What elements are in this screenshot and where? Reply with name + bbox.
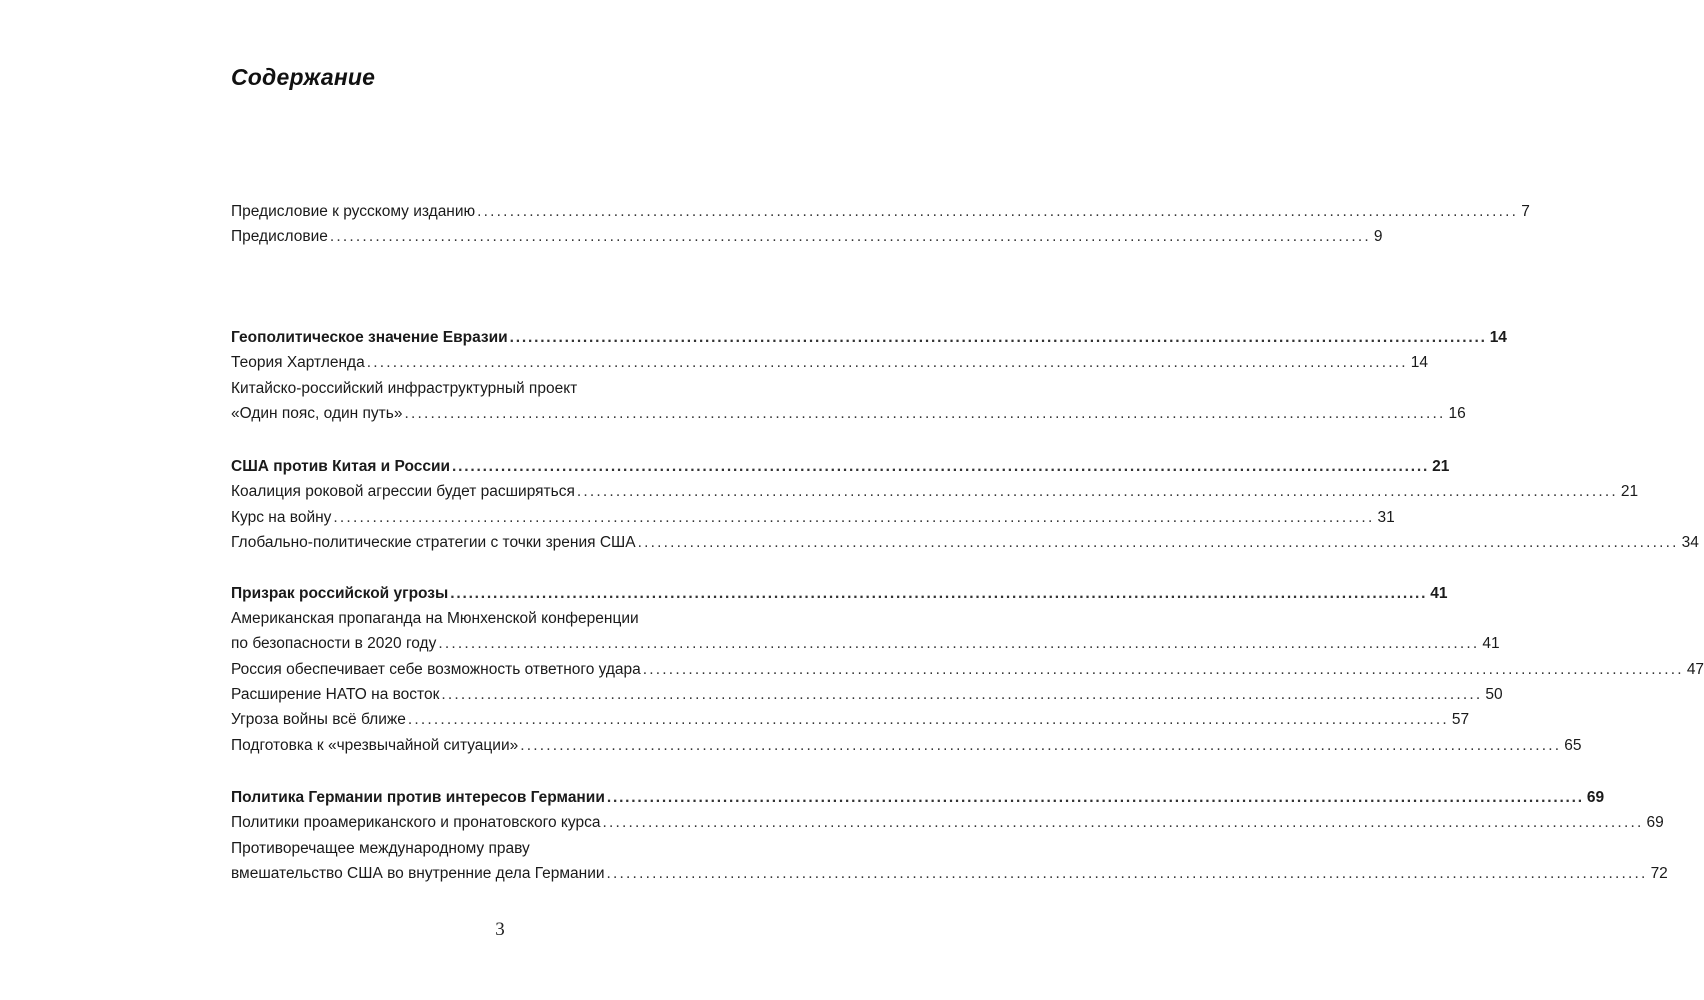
dot-leader: ................................................................................................................................................................	[637, 534, 1679, 551]
toc-entry-title: Подготовка к «чрезвычайной ситуации»	[231, 737, 519, 754]
toc-entry-page: 57	[1451, 711, 1470, 728]
toc-entry	[231, 200, 1530, 224]
toc-chapter-page: 21	[1432, 458, 1450, 475]
toc-entry-page: 65	[1564, 737, 1582, 754]
dot-leader: ................................................................................................................................................................	[602, 814, 1644, 831]
dot-leader: ................................................................................................................................................................	[642, 661, 1684, 678]
dot-leader: ................................................................................................................................................................	[329, 228, 1371, 245]
toc-entry-title: Глобально-политические стратегии с точки зрения США	[231, 534, 636, 551]
dot-leader: ................................................................................................................................................................	[438, 635, 1480, 652]
toc-entry-line	[231, 837, 757, 861]
toc-chapter	[231, 786, 1605, 810]
toc-entry-title: Коалиция роковой агрессии будет расширяться	[231, 483, 575, 500]
toc-entry-page: 41	[1482, 635, 1500, 652]
dot-leader: ................................................................................................................................................................	[407, 711, 1449, 728]
toc-entry-title: вмешательство США во внутренние дела Германии	[231, 865, 605, 882]
toc-entry	[231, 658, 1704, 682]
toc-entry-line	[231, 377, 757, 401]
dot-leader: ................................................................................................................................................................	[366, 354, 1408, 371]
dot-leader: ................................................................................................................................................................	[452, 458, 1430, 475]
dot-leader: ................................................................................................................................................................	[404, 405, 1446, 422]
toc-entry-title: Угроза войны всё ближе	[231, 711, 406, 728]
toc-entry-page: 69	[1646, 814, 1664, 831]
toc-entry-page: 31	[1377, 509, 1395, 526]
toc-entry-title: Расширение НАТО на восток	[231, 686, 440, 703]
toc-chapter	[231, 455, 1450, 479]
toc-entry-title: «Один пояс, один путь»	[231, 405, 403, 422]
toc-entry-page: 16	[1448, 405, 1466, 422]
toc-entry-page: 9	[1373, 228, 1383, 245]
toc-chapter	[231, 326, 1507, 350]
toc-chapter-title: Призрак российской угрозы	[231, 585, 449, 602]
dot-leader: ................................................................................................................................................................	[441, 686, 1483, 703]
dot-leader: ................................................................................................................................................................	[576, 483, 1618, 500]
toc-entry-page: 7	[1521, 203, 1530, 220]
toc-chapter-page: 41	[1430, 585, 1448, 602]
dot-leader: ................................................................................................................................................................	[520, 737, 1562, 754]
toc-entry-line	[231, 607, 757, 631]
toc-entry-title: Политики проамериканского и пронатовского курса	[231, 814, 601, 831]
toc-entry	[231, 862, 1668, 886]
dot-leader: ................................................................................................................................................................	[333, 509, 1375, 526]
toc-entry-title: Предисловие к русскому изданию	[231, 203, 476, 220]
toc-entry-page: 14	[1410, 354, 1428, 371]
toc-entry	[231, 351, 1428, 375]
toc-entry-title: Противоречащее международному праву	[231, 840, 530, 857]
toc-entry	[231, 734, 1582, 758]
toc-entry	[231, 506, 1395, 530]
toc-entry-title: Россия обеспечивает себе возможность ответного удара	[231, 661, 641, 678]
toc-entry-title: Теория Хартленда	[231, 354, 365, 371]
toc-chapter-title: Политика Германии против интересов Германии	[231, 789, 605, 806]
toc-chapter-page: 14	[1489, 329, 1507, 346]
toc-chapter-title: США против Китая и России	[231, 458, 451, 475]
toc-entry-title: по безопасности в 2020 году	[231, 635, 437, 652]
toc-entry-page: 47	[1686, 661, 1704, 678]
page-title: Содержание	[231, 64, 376, 90]
page-number: 3	[495, 919, 505, 940]
toc-entry-page: 34	[1681, 534, 1699, 551]
toc-entry-title: Китайско-российский инфраструктурный проект	[231, 380, 578, 397]
toc-entry	[231, 683, 1503, 707]
dot-leader: ................................................................................................................................................................	[509, 329, 1487, 346]
dot-leader: ................................................................................................................................................................	[606, 865, 1648, 882]
toc-entry-page: 72	[1650, 865, 1668, 882]
toc-entry	[231, 480, 1639, 504]
toc-entry-page: 50	[1485, 686, 1503, 703]
dot-leader: ................................................................................................................................................................	[450, 585, 1428, 602]
toc-entry	[231, 225, 1383, 249]
dot-leader: ................................................................................................................................................................	[606, 789, 1584, 806]
dot-leader: ................................................................................................................................................................	[477, 203, 1519, 220]
toc-entry-title: Предисловие	[231, 228, 328, 245]
toc-entry	[231, 811, 1664, 835]
toc-entry-title: Курс на войну	[231, 509, 332, 526]
toc-entry	[231, 632, 1500, 656]
toc-entry	[231, 531, 1699, 555]
toc-chapter-page: 69	[1586, 789, 1605, 806]
toc-chapter-title: Геополитическое значение Евразии	[231, 329, 508, 346]
toc-entry-page: 21	[1620, 483, 1639, 500]
toc-chapter	[231, 582, 1448, 606]
toc-entry	[231, 708, 1470, 732]
toc-entry	[231, 402, 1466, 426]
toc-entry-title: Американская пропаганда на Мюнхенской конференции	[231, 610, 639, 627]
